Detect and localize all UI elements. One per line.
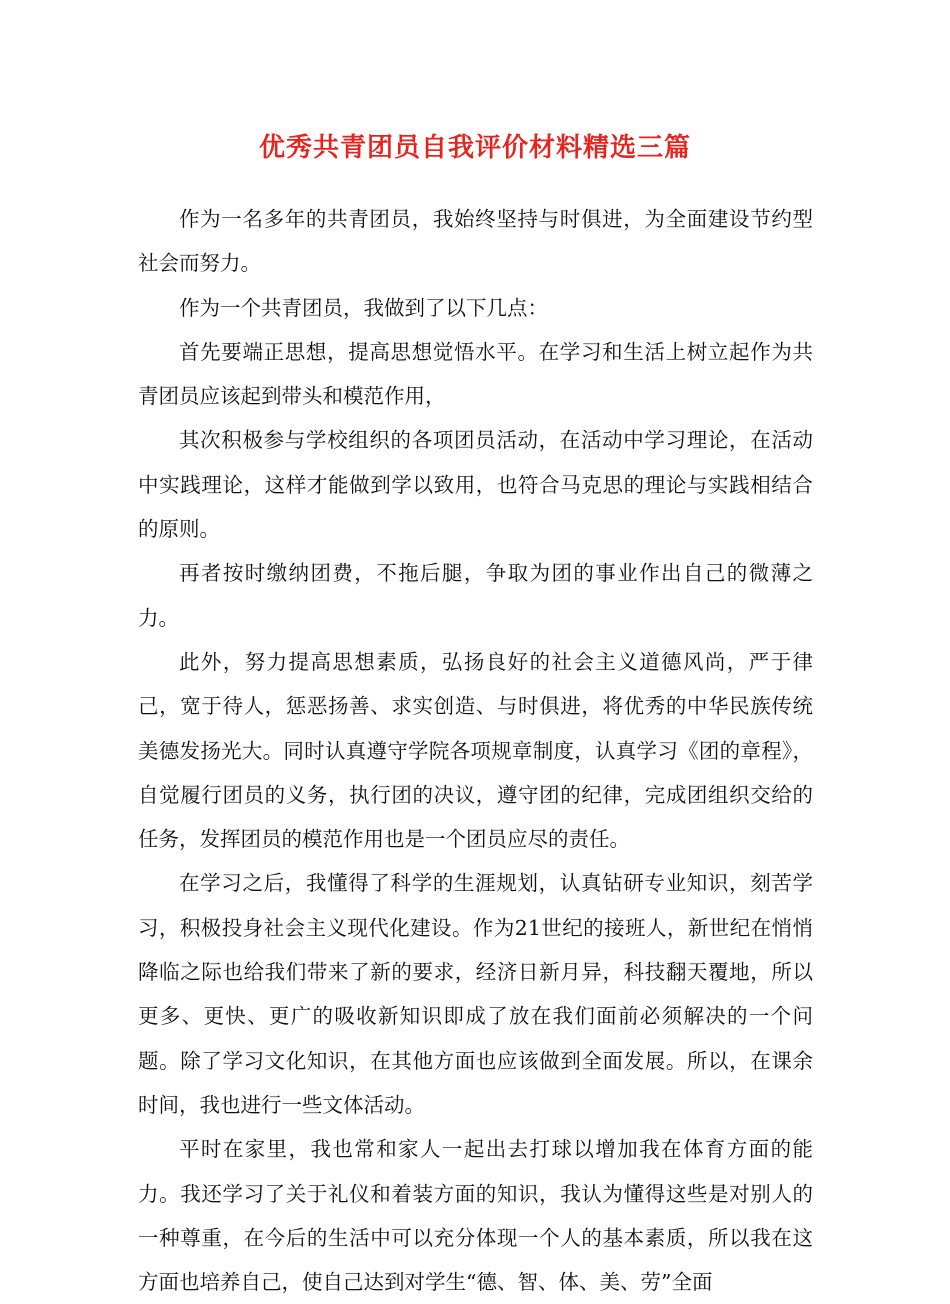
- paragraph: 此外，努力提高思想素质，弘扬良好的社会主义道德风尚，严于律己，宽于待人，惩恶扬善、求实创造、与时俱进，将优秀的中华民族传统美德发扬光大。同时认真遵守学院各项规章制度，认真学习《团的章程》，自觉履行团员的义务，执行团的决议，遵守团的纪律，完成团组织交给的任务，发挥团员的模范作用也是一个团员应尽的责任。: [138, 649, 813, 852]
- paragraph: 平时在家里，我也常和家人一起出去打球以增加我在体育方面的能力。我还学习了关于礼仪和着装方面的知识，我认为懂得这些是对别人的一种尊重，在今后的生活中可以充分体现一个人的基本素质，所以我在这方面也培养自己，使自己达到对学生“德、智、体、美、劳”全面: [138, 1137, 813, 1295]
- document-title: 优秀共青团员自我评价材料精选三篇: [258, 133, 691, 163]
- paragraph: 首先要端正思想，提高思想觉悟水平。在学习和生活上树立起作为共青团员应该起到带头和模范作用，: [138, 339, 813, 409]
- paragraph: 在学习之后，我懂得了科学的生涯规划，认真钻研专业知识，刻苦学习，积极投身社会主义现代化建设。作为21世纪的接班人，新世纪在悄悄降临之际也给我们带来了新的要求，经济日新月异，科技翻天覆地，所以更多、更快、更广的吸收新知识即成了放在我们面前必须解决的一个问题。除了学习文化知识，在其他方面也应该做到全面发展。所以，在课余时间，我也进行一些文体活动。: [138, 871, 813, 1117]
- paragraph: 再者按时缴纳团费，不拖后腿，争取为团的事业作出自己的微薄之力。: [138, 561, 813, 630]
- paragraph: 其次积极参与学校组织的各项团员活动，在活动中学习理论，在活动中实践理论，这样才能做到学以致用，也符合马克思的理论与实践相结合的原则。: [138, 428, 813, 542]
- document-body: [138, 197, 813, 1304]
- paragraph: 作为一个共青团员，我做到了以下几点：: [179, 295, 548, 320]
- paragraph: 作为一名多年的共青团员，我始终坚持与时俱进，为全面建设节约型社会而努力。: [138, 207, 813, 276]
